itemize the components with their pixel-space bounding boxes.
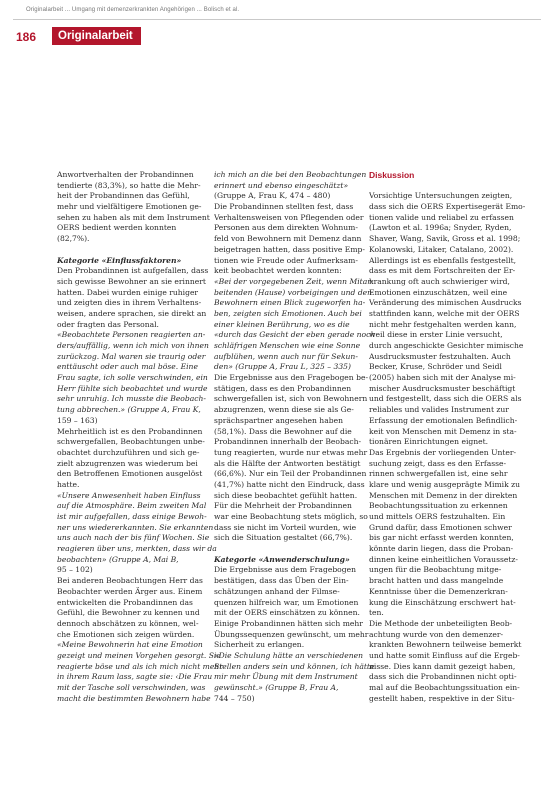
text-line: obachtet durchzuführen und sich ge- <box>57 447 200 457</box>
text-line: (2005) haben sich mit der Analyse mi- <box>369 373 516 383</box>
text-line: macht die bestimmten Bewohnern habe <box>57 693 211 703</box>
text-line: Allerdings ist es ebenfalls festgestellt, <box>369 255 517 265</box>
text-line: kung die Einschätzung erschwert hat- <box>369 597 516 607</box>
text-line: Veränderung des mimischen Ausdrucks <box>369 298 522 308</box>
text-line: Erfassung der emotionalen Befindlich- <box>369 415 518 425</box>
text-line: mir mehr Übung mit dem Instrument <box>214 672 358 682</box>
text-line: auf die Atmosphäre. Beim zweiten Mal <box>57 501 207 511</box>
text-line: oder fragten das Personal. <box>57 319 159 329</box>
text-line: enttäuscht oder auch mal böse. Eine <box>57 362 198 372</box>
text-line: als die Hälfte der Antworten bestätigt <box>214 458 361 468</box>
text-line: schläfrigen Menschen wie eine Sonne <box>214 341 361 350</box>
text-line: gestellt haben, respektive in der Situ- <box>369 693 515 703</box>
running-head: Originalarbeit ... Umgang mit demenzerkrankten Angehörigen ... Bolisch et al. <box>26 7 240 13</box>
text-line: (58,1%). Dass die Bewohner auf die <box>214 426 352 436</box>
text-line: Vorsichtige Untersuchungen zeigten, <box>369 191 513 201</box>
text-line: klare und wenig ausgeprägte Mimik zu <box>369 479 520 489</box>
text-line: tung reagierten, wurde nur etwas mehr <box>214 447 368 457</box>
text-line: abzugrenzen, wenn diese sie als Ge- <box>214 405 354 415</box>
text-line: ders/auffällig, wenn ich mich von ihnen <box>57 341 209 350</box>
text-line: 95 – 102) <box>57 565 93 575</box>
text-line: gewünscht.» (Gruppe B, Frau A, <box>214 683 339 692</box>
text-line: Gefühl, die Bewohner zu kennen und <box>57 608 200 618</box>
text-line: war eine Beobachtung stets möglich, so <box>214 512 368 521</box>
text-line: krankung oft auch schwieriger wird, <box>369 276 510 286</box>
text-line: 744 – 750) <box>214 693 255 703</box>
text-line: den Betroffenen Emotionen ausgelöst <box>57 469 203 479</box>
text-line: Beobachter werden Ärger aus. Einem <box>57 586 203 596</box>
text-line: hatten. Dabei wurden einige ruhiger <box>57 287 199 297</box>
page-number: 186 <box>16 30 37 44</box>
text-line <box>369 181 525 192</box>
text-line: schwergefallen ist, sich von Bewohnern <box>214 394 368 404</box>
text-line: quenzen hilfreich war, um Emotionen <box>214 597 359 607</box>
text-column-left <box>57 170 223 704</box>
text-line: achtung wurde von den demenzer- <box>369 629 504 639</box>
text-line: dass es mit dem Fortschreiten der Er- <box>369 266 516 276</box>
text-line: mischer Ausdrucksmuster beschäftigt <box>369 383 516 393</box>
text-line: Die Ergebnisse aus den Fragebogen be- <box>214 373 369 383</box>
text-line: Kenntnisse über die Demenzerkran- <box>369 586 508 596</box>
text-line: tionen valide und reliabel zu erfassen <box>369 212 514 222</box>
text-line: ist mir aufgefallen, dass einige Bewoh- <box>57 512 207 521</box>
text-line: entwickelten die Probandinnen das <box>57 597 193 607</box>
text-line: schätzungen anhand der Filmse- <box>214 586 340 596</box>
text-line: einer kleinen Berührung, wo es die <box>214 319 350 329</box>
text-line: mit der Tasche soll verschwinden, was <box>57 683 206 692</box>
text-line: dinnen keine einheitlichen Voraussetz- <box>369 554 518 564</box>
text-line: reagierte böse und als ich mich nicht mehr <box>57 661 223 671</box>
text-line: sprächspartner angesehen haben <box>214 415 343 425</box>
text-line: Die Probandinnen stellten fest, dass <box>214 202 354 212</box>
text-line: uns auch nach der bis fünf Wochen. Sie <box>57 533 210 543</box>
text-line: dennoch abschätzen zu können, wel- <box>57 618 199 628</box>
text-line: tionen wie Freude oder Aufmerksam- <box>214 255 358 265</box>
text-line: dass sich die Probandinnen nicht opti- <box>369 672 517 682</box>
text-line: Kolanowski, Litaker, Catalano, 2002). <box>369 244 514 254</box>
text-line: Einige Probandinnen hätten sich mehr <box>214 618 363 628</box>
text-line: Die Methode der unbeteiligten Beob- <box>369 618 513 628</box>
text-line: mal auf die Beobachtungssituation ein- <box>369 683 520 692</box>
text-line: Anwortverhalten der Probandinnen <box>57 170 194 179</box>
text-line: Übungssequenzen gewünscht, um mehr <box>214 629 369 639</box>
text-line: Bewohnern einen Blick zugeworfen ha- <box>214 298 366 308</box>
text-line: mit der OERS einschätzen zu können. <box>214 608 360 618</box>
section-heading: Diskussion <box>369 170 415 180</box>
text-line: Grund dafür, dass Emotionen schwer <box>369 522 512 532</box>
text-line: den» (Gruppe A, Frau L, 325 – 335) <box>214 362 351 372</box>
text-line: und festgestellt, dass sich die OERS als <box>369 394 522 404</box>
text-line: reliables und valides Instrument zur <box>369 405 509 415</box>
text-line: Sicherheit zu erlangen. <box>214 640 305 650</box>
text-line: suchung zeigt, dass es den Erfasse- <box>369 458 507 468</box>
text-line: beitenden (Hause) vorbeigingen und den <box>214 287 373 297</box>
text-column-middle <box>214 170 375 704</box>
text-line: ner uns wiedererkannten. Sie erkannten <box>57 522 214 532</box>
text-line: Shaver, Wang, Savik, Gross et al. 1998; <box>369 234 521 244</box>
section-banner: Originalarbeit <box>52 27 141 45</box>
text-line: stätigen, dass es den Probandinnen <box>214 383 352 393</box>
text-line: OERS bedient werden konnten <box>57 223 177 233</box>
text-line: gezeigt und meinen Vorgehen gesorgt. Sie <box>57 650 221 660</box>
text-line: rinnen schwergefallen ist, eine sehr <box>369 469 508 479</box>
text-line: mehr und vielfältigere Emotionen ge- <box>57 202 202 212</box>
category-heading: Kategorie «Einflussfaktoren» <box>57 255 182 265</box>
text-line: Frau sagte, ich solle verschwinden, ein <box>57 373 208 383</box>
text-line: durch angeschickte Gesichter mimische <box>369 341 524 350</box>
text-line: «Unsere Anwesenheit haben Einfluss <box>57 490 201 500</box>
text-line: heit der Probandinnen das Gefühl, <box>57 191 190 201</box>
text-line: sich gewisse Bewohner an sie erinnert <box>57 276 206 286</box>
text-line: dass sich die OERS Expertisegerät Emo- <box>369 202 526 212</box>
text-line: (41,7%) hatte nicht den Eindruck, dass <box>214 479 365 489</box>
text-line: sehen zu haben als mit dem Instrument <box>57 212 210 222</box>
text-line: sich die Situation gestaltet (66,7%). <box>214 533 353 543</box>
text-line: nisse. Dies kann damit gezeigt haben, <box>369 661 516 671</box>
text-line <box>57 245 223 256</box>
text-line: Für die Mehrheit der Probandinnen <box>214 501 352 511</box>
text-line: erinnert und ebenso eingeschätzt» <box>214 180 349 190</box>
text-column-right <box>369 170 525 704</box>
text-line: feld von Bewohnern mit Demenz dann <box>214 234 362 244</box>
header-rule <box>13 19 541 20</box>
text-line: Den Probandinnen ist aufgefallen, dass <box>57 266 209 276</box>
text-line: in ihrem Raum lass, sagte sie: ‹Die Frau <box>57 672 213 682</box>
text-line: aufblühen, wenn auch nur für Sekun- <box>214 351 358 361</box>
text-line: bis gar nicht erfasst werden konnten, <box>369 533 514 543</box>
text-line: zielt abzugrenzen was wiederum bei <box>57 458 198 468</box>
text-line: beobachten» (Gruppe A, Mai B, <box>57 554 179 564</box>
text-line: sehr unruhig. Ich musste die Beobach- <box>57 394 206 404</box>
text-line: Personen aus dem direkten Wohnum- <box>214 223 358 233</box>
text-line: zurückzog. Mal waren sie traurig oder <box>57 351 206 361</box>
text-line: «Bei der vorgegebenen Zeit, wenn Mitar- <box>214 276 374 286</box>
text-line: (Gruppe A, Frau K, 474 – 480) <box>214 191 331 201</box>
text-line: (66,6%). Nur ein Teil der Probandinnen <box>214 469 367 479</box>
text-line: und zeigten dies in ihrem Verhaltens- <box>57 298 202 308</box>
text-line: sich diese beobachtet gefühlt hatten. <box>214 490 358 500</box>
text-line: Verhaltensweisen von Pflegenden oder <box>214 212 364 222</box>
text-line: Bei anderen Beobachtungen Herr das <box>57 576 203 586</box>
category-heading: Kategorie «Anwenderschulung» <box>214 554 350 564</box>
text-line: bestätigen, dass das Üben der Ein- <box>214 576 349 586</box>
text-line: Beobachtungssituation zu erkennen <box>369 501 508 511</box>
text-line: schwergefallen, Beobachtungen unbe- <box>57 437 205 447</box>
text-line <box>214 544 375 555</box>
text-line: Die Ergebnisse aus dem Fragebogen <box>214 565 356 575</box>
text-line: tionären Einrichtungen eignet. <box>369 437 489 447</box>
text-line: «Beobachtete Personen reagierten an- <box>57 330 206 340</box>
text-line: nicht mehr festgehalten werden kann, <box>369 319 517 329</box>
text-line: Becker, Kruse, Schröder und Seidl <box>369 362 502 372</box>
text-line: (Lawton et al. 1996a; Snyder, Ryden, <box>369 223 512 233</box>
text-line: Ausdrucksmuster festzuhalten. Auch <box>369 351 511 361</box>
text-line: stattfinden kann, welche mit der OERS <box>369 308 520 318</box>
text-line: (82,7%). <box>57 234 90 244</box>
text-line: Menschen mit Demenz in der direkten <box>369 490 518 500</box>
text-line: hatte. <box>57 479 80 489</box>
text-line: Das Ergebnis der vorliegenden Unter- <box>369 447 517 457</box>
text-line: weisen, andere sprachen, sie direkt an <box>57 308 207 318</box>
text-line: Probandinnen innerhalb der Beobach- <box>214 437 362 447</box>
text-line: Emotionen einzuschätzen, weil eine <box>369 287 508 297</box>
text-line: krankten Bewohnern teilweise bemerkt <box>369 640 522 650</box>
text-line: «durch das Gesicht der eben gerade noch <box>214 330 376 340</box>
text-line: 159 – 163) <box>57 415 98 425</box>
text-line: weil diese in erster Linie versucht, <box>369 330 503 340</box>
text-line: tung abbrechen.» (Gruppe A, Frau K, <box>57 405 201 415</box>
text-line: Stellen anders sein und können, ich hätte <box>214 661 375 671</box>
text-line: könnte darin liegen, dass die Proban- <box>369 544 514 554</box>
text-line: ich mich an die bei den Beobachtungen <box>214 170 367 179</box>
text-line: bracht hatten und dass mangelnde <box>369 576 504 586</box>
text-line: dass sie nicht im Vorteil wurden, wie <box>214 522 357 532</box>
text-line: keit beobachtet werden konnten: <box>214 266 342 276</box>
text-line: und hatte somit Einfluss auf die Ergeb- <box>369 650 520 660</box>
text-line: beigetragen hatten, dass positive Emp- <box>214 244 365 254</box>
text-line: ten. <box>369 608 384 618</box>
text-line: ungen für die Beobachtung mitge- <box>369 565 502 575</box>
text-line: Herr fühlte sich beobachtet und wurde <box>57 383 208 393</box>
text-line: che Emotionen sich zeigen würden. <box>57 629 195 639</box>
text-line: «Meine Bewohnerin hat eine Emotion <box>57 640 203 650</box>
text-line: «Die Schulung hätte an verschiedenen <box>214 650 364 660</box>
text-line: keit von Menschen mit Demenz in sta- <box>369 426 517 436</box>
text-line: Mehrheitlich ist es den Probandinnen <box>57 426 203 436</box>
text-line: ben, zeigten sich Emotionen. Auch bei <box>214 308 362 318</box>
text-line: reagieren über uns, merkten, dass wir da <box>57 544 217 554</box>
text-line: und mittels OERS festzuhalten. Ein <box>369 512 506 521</box>
text-line: tendierte (83,3%), so hatte die Mehr- <box>57 180 201 190</box>
